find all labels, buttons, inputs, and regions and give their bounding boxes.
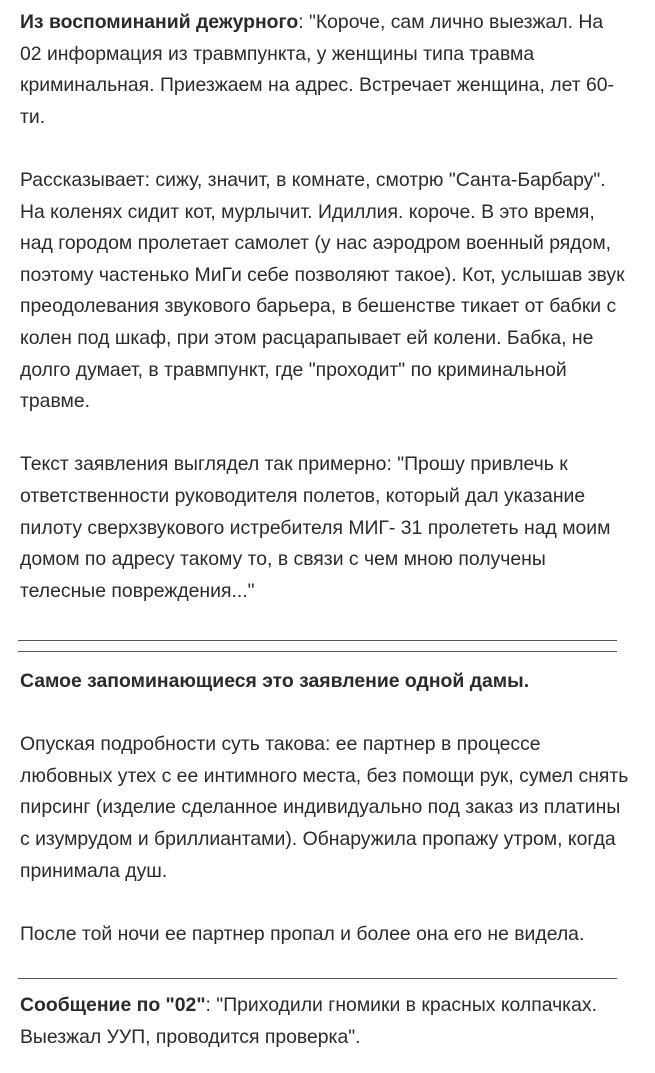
- divider: [18, 640, 617, 641]
- paragraph-text: : "Короче, сам лично выезжал. На 02 информация из травмпункта, у женщины типа травма криминальная. Приезжаем на адрес. Встречает женщина, лет 60-ти.: [20, 11, 615, 128]
- story-duty-officer: [20, 7, 635, 607]
- divider: [18, 651, 617, 652]
- section-heading: Самое запоминающиеся это заявление одной дамы.: [20, 670, 530, 692]
- paragraph: [20, 990, 630, 1053]
- bold-lead: Из воспоминаний дежурного: [20, 11, 299, 33]
- bold-lead: Сообщение по "02": [20, 994, 206, 1016]
- story-lady-statement: [20, 666, 635, 950]
- paragraph: [20, 7, 630, 133]
- paragraph: Текст заявления выглядел так примерно: "Прошу привлечь к ответственности руководителя полетов, который дал указание пилоту сверхзвукового истребителя МИГ- 31 пролететь над моим домом по адресу такому то, в связи с чем мною получены телесные повреждения...": [20, 453, 611, 602]
- paragraph: После той ночи ее партнер пропал и более она его не видела.: [20, 922, 585, 945]
- paragraph-text: : "Приходили гномики в красных колпачках. Выезжал УУП, проводится проверка".: [20, 994, 597, 1048]
- story-02-report: [20, 990, 635, 1053]
- paragraph: Опуская подробности суть такова: ее партнер в процессе любовных утех с ее интимного места, без помощи рук, сумел снять пирсинг (изделие сделанное индивидуально под заказ из платины с изумрудом и бриллиантами). Обнаружила пропажу утром, когда принимала душ.: [20, 733, 629, 882]
- paragraph: Рассказывает: сижу, значит, в комнате, смотрю "Санта-Барбару". На коленях сидит кот, мурлычит. Идиллия. короче. В это время, над городом пролетает самолет (у нас аэродром военный рядом, поэтому частенько МиГи себе позволяют такое). Кот, услышав звук преодолевания звукового барьера, в бешенстве тикает от бабки с колен под шкаф, при этом расцарапывает ей колени. Бабка, не долго думает, в травмпункт, где "проходит" по криминальной травме.: [20, 168, 625, 413]
- divider: [18, 978, 617, 979]
